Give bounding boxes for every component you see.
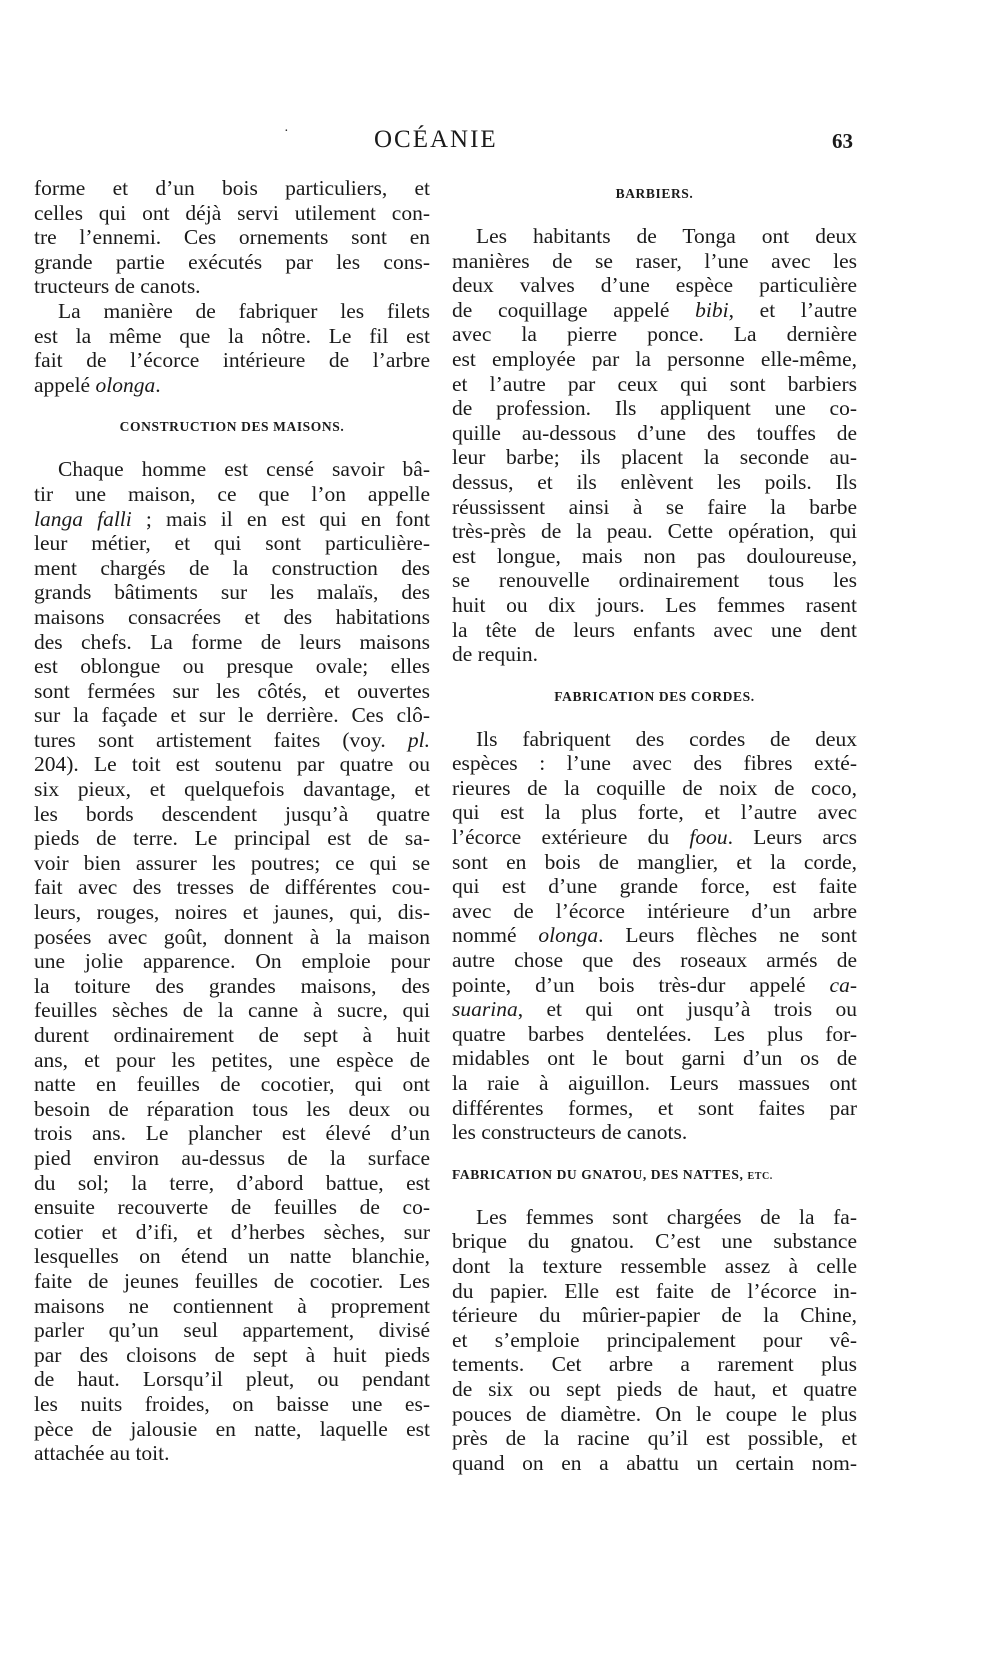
text-line: celles qui ont déjà servi utilement con- bbox=[34, 200, 430, 225]
text-line: qui est la plus forte, et l’autre avec bbox=[452, 800, 857, 825]
text-line: manières de se raser, l’une avec les bbox=[452, 248, 857, 273]
text-fragment: l’écorce extérieure du bbox=[452, 825, 690, 850]
text-line: trois ans. Le plancher est élevé d’un bbox=[34, 1121, 430, 1146]
text-line: de profession. Ils appliquent une co- bbox=[452, 396, 857, 421]
text-line: rieures de la coquille de noix de coco, bbox=[452, 775, 857, 800]
text-line: Ils fabriquent des cordes de deux bbox=[476, 726, 857, 751]
text-line bbox=[452, 973, 857, 998]
text-fragment: tures sont artistement faites (voy. bbox=[34, 727, 408, 752]
text-line: fait avec des tresses de différentes cou- bbox=[34, 875, 430, 900]
text-line: huit ou dix jours. Les femmes rasent bbox=[452, 592, 857, 617]
text-line bbox=[34, 373, 430, 398]
text-line: différentes formes, et sont faites par bbox=[452, 1095, 857, 1120]
text-line: est la même que la nôtre. Le fil est bbox=[34, 323, 430, 348]
text-fragment: pointe, d’un bois très-dur appelé bbox=[452, 972, 830, 997]
text-line: et l’autre par ceux qui sont barbiers bbox=[452, 371, 857, 396]
text-line: est employée par la personne elle-même, bbox=[452, 346, 857, 371]
text-line: Chaque homme est censé savoir bâ- bbox=[58, 457, 430, 482]
text-line: leur métier, et qui sont particulière- bbox=[34, 531, 430, 556]
text-line bbox=[452, 923, 857, 948]
text-line: les nuits froides, on baisse une es- bbox=[34, 1391, 430, 1416]
text-line: tructeurs de canots. bbox=[34, 274, 201, 299]
right-column bbox=[452, 186, 857, 1475]
text-line: sur la façade et sur le derrière. Ces clô- bbox=[34, 703, 430, 728]
text-line: par des cloisons de sept à huit pieds bbox=[34, 1342, 430, 1367]
text-fragment: appelé bbox=[34, 372, 96, 397]
text-line: ment chargés de la construction des bbox=[34, 555, 430, 580]
text-line: brique du gnatou. C’est une substance bbox=[452, 1229, 857, 1254]
text-line: de requin. bbox=[452, 642, 538, 667]
text-line: qui est d’une grande force, est faite bbox=[452, 874, 857, 899]
text-line: est longue, mais non pas douloureuse, bbox=[452, 543, 857, 568]
text-line: ans, et pour les petites, une espèce de bbox=[34, 1047, 430, 1072]
text-line: pieds de terre. Le principal est de sa- bbox=[34, 826, 430, 851]
text-line bbox=[452, 825, 857, 850]
text-line: parler qu’un seul appartement, divisé bbox=[34, 1318, 430, 1343]
text-line: térieure du mûrier-papier de la Chine, bbox=[452, 1303, 857, 1328]
text-fragment: , et l’autre bbox=[728, 297, 857, 322]
text-line: midables ont le bout garni d’un os de bbox=[452, 1046, 857, 1071]
italic-term: olonga bbox=[95, 372, 156, 397]
text-line: dont la texture ressemble assez à celle bbox=[452, 1253, 857, 1278]
text-line: Les femmes sont chargées de la fa- bbox=[476, 1204, 857, 1229]
italic-term: langa falli bbox=[34, 506, 132, 531]
text-line: la tête de leurs enfants avec une dent bbox=[452, 617, 857, 642]
section-heading-cordes: FABRICATION DES CORDES. bbox=[554, 688, 755, 704]
text-line: les bords descendent jusqu’à quatre bbox=[34, 801, 430, 826]
text-line bbox=[452, 298, 857, 323]
italic-term: bibi bbox=[695, 297, 729, 322]
italic-term: ca- bbox=[829, 972, 857, 997]
text-line: besoin de réparation tous les deux ou bbox=[34, 1096, 430, 1121]
ink-speck: · bbox=[284, 124, 289, 139]
italic-term: suarina bbox=[452, 997, 518, 1022]
text-line: de six ou sept pieds de haut, et quatre bbox=[452, 1376, 857, 1401]
text-line: natte en feuilles de cocotier, qui ont bbox=[34, 1072, 430, 1097]
running-head bbox=[0, 126, 1000, 156]
italic-term: olonga bbox=[538, 923, 599, 948]
paragraph-ornements bbox=[34, 176, 430, 299]
text-line: de haut. Lorsqu’il pleut, ou pendant bbox=[34, 1367, 430, 1392]
text-line: dessus, et ils enlèvent les poils. Ils bbox=[452, 469, 857, 494]
text-line: les constructeurs de canots. bbox=[452, 1120, 688, 1145]
text-fragment: nommé bbox=[452, 923, 539, 948]
text-fragment: . Leurs flèches ne sont bbox=[598, 923, 857, 948]
text-line: des chefs. La forme de leurs maisons bbox=[34, 629, 430, 654]
text-line: est oblongue ou presque ovale; elles bbox=[34, 654, 430, 679]
text-line: réussissent ainsi à se faire la barbe bbox=[452, 494, 857, 519]
text-line: avec la pierre ponce. La dernière bbox=[452, 322, 857, 347]
text-line: quatre barbes dentelées. Les plus for- bbox=[452, 1021, 857, 1046]
section-heading-construction: CONSTRUCTION DES MAISONS. bbox=[119, 419, 345, 435]
text-line: durent ordinairement de sept à huit bbox=[34, 1023, 430, 1047]
left-column bbox=[34, 176, 430, 1466]
page-number: 63 bbox=[832, 129, 853, 153]
text-line: près de la racine qu’il est possible, et bbox=[452, 1426, 857, 1451]
text-fragment: , et qui ont jusqu’à trois ou bbox=[517, 997, 857, 1022]
text-fragment: ; mais il en est qui en font bbox=[131, 506, 430, 531]
text-line: posées avec goût, donnent à la maison bbox=[34, 924, 430, 949]
text-line: 204). Le toit est soutenu par quatre ou bbox=[34, 752, 430, 777]
text-line: grande partie exécutés par les cons- bbox=[34, 249, 430, 274]
text-line: du papier. Elle est faite de l’écorce in- bbox=[452, 1278, 857, 1303]
text-line: pied environ au-dessus de la surface bbox=[34, 1145, 430, 1170]
text-line: quand on en a abattu un certain nom- bbox=[452, 1450, 857, 1475]
text-line: six pieux, et quelquefois davantage, et bbox=[34, 777, 430, 802]
heading-etc: ETC. bbox=[747, 1170, 773, 1182]
text-line: maisons consacrées et des habitations bbox=[34, 604, 430, 629]
paragraph-cordes bbox=[452, 727, 857, 1145]
text-line bbox=[34, 507, 430, 532]
paragraph-construction bbox=[34, 457, 430, 1465]
text-line: la toiture des grandes maisons, des bbox=[34, 973, 430, 998]
text-line: pouces de diamètre. On le coupe le plus bbox=[452, 1401, 857, 1426]
paragraph-barbiers bbox=[452, 224, 857, 667]
text-line: attachée au toit. bbox=[34, 1441, 170, 1466]
text-line: cotier et d’ifi, et d’herbes sèches, sur bbox=[34, 1219, 430, 1244]
text-line: tre l’ennemi. Ces ornements sont en bbox=[34, 225, 430, 250]
text-line: voir bien assurer les poutres; ce qui se bbox=[34, 850, 430, 875]
text-line: maisons ne contiennent à proprement bbox=[34, 1293, 430, 1318]
text-line bbox=[34, 728, 430, 753]
text-line: fait de l’écorce intérieure de l’arbre bbox=[34, 348, 430, 373]
text-line: La manière de fabriquer les filets bbox=[58, 298, 430, 323]
text-line: et s’emploie principalement pour vê- bbox=[452, 1327, 857, 1352]
text-line: autre chose que des roseaux armés de bbox=[452, 948, 857, 973]
text-fragment: de coquillage appelé bbox=[452, 297, 696, 322]
text-line: très-près de la peau. Cette opération, qui bbox=[452, 519, 857, 544]
paragraph-gnatou bbox=[452, 1205, 857, 1476]
text-line: du sol; la terre, d’abord battue, est bbox=[34, 1170, 430, 1195]
heading-text: FABRICATION DU GNATOU, DES NATTES, bbox=[452, 1166, 744, 1182]
paragraph-filets bbox=[34, 299, 430, 397]
text-line: la raie à aiguillon. Leurs massues ont bbox=[452, 1071, 857, 1095]
text-line: Les habitants de Tonga ont deux bbox=[476, 224, 857, 248]
text-line: feuilles sèches de la canne à sucre, qui bbox=[34, 998, 430, 1023]
text-line: espèces : l’une avec des fibres exté- bbox=[452, 751, 857, 776]
text-line: avec de l’écorce intérieure d’un arbre bbox=[452, 898, 857, 923]
text-line: pèce de jalousie en natte, laquelle est bbox=[34, 1416, 430, 1441]
text-line: sont en bois de manglier, et la corde, bbox=[452, 849, 857, 874]
text-fragment: . Leurs arcs bbox=[727, 825, 857, 850]
text-line bbox=[452, 997, 857, 1022]
text-line: une jolie apparence. On emploie pour bbox=[34, 949, 430, 974]
text-line: tir une maison, ce que l’on appelle bbox=[34, 481, 430, 506]
text-line: faite de jeunes feuilles de cocotier. Les bbox=[34, 1268, 430, 1293]
text-line: grands bâtiments sur les malaïs, des bbox=[34, 580, 430, 605]
italic-term: pl. bbox=[407, 727, 430, 752]
text-line: deux valves d’une espèce particulière bbox=[452, 273, 857, 298]
section-heading-gnatou bbox=[452, 1167, 857, 1183]
text-fragment: . bbox=[155, 372, 161, 397]
section-heading-barbiers: BARBIERS. bbox=[615, 186, 694, 201]
text-line: lesquelles on étend un natte blanchie, bbox=[34, 1244, 430, 1269]
text-line: ensuite recouverte de feuilles de co- bbox=[34, 1195, 430, 1220]
running-title: OCÉANIE bbox=[374, 126, 498, 153]
italic-term: foou bbox=[689, 825, 728, 850]
text-line: se renouvelle ordinairement tous les bbox=[452, 568, 857, 593]
text-line: leurs, rouges, noires et jaunes, qui, dis- bbox=[34, 900, 430, 925]
text-line: sont fermées sur les côtés, et ouvertes bbox=[34, 678, 430, 703]
text-line: quille au-dessous d’une des touffes de bbox=[452, 420, 857, 445]
text-line: tements. Cet arbre a rarement plus bbox=[452, 1352, 857, 1377]
text-line: forme et d’un bois particuliers, et bbox=[34, 176, 430, 200]
text-line: leur barbe; ils placent la seconde au- bbox=[452, 445, 857, 470]
